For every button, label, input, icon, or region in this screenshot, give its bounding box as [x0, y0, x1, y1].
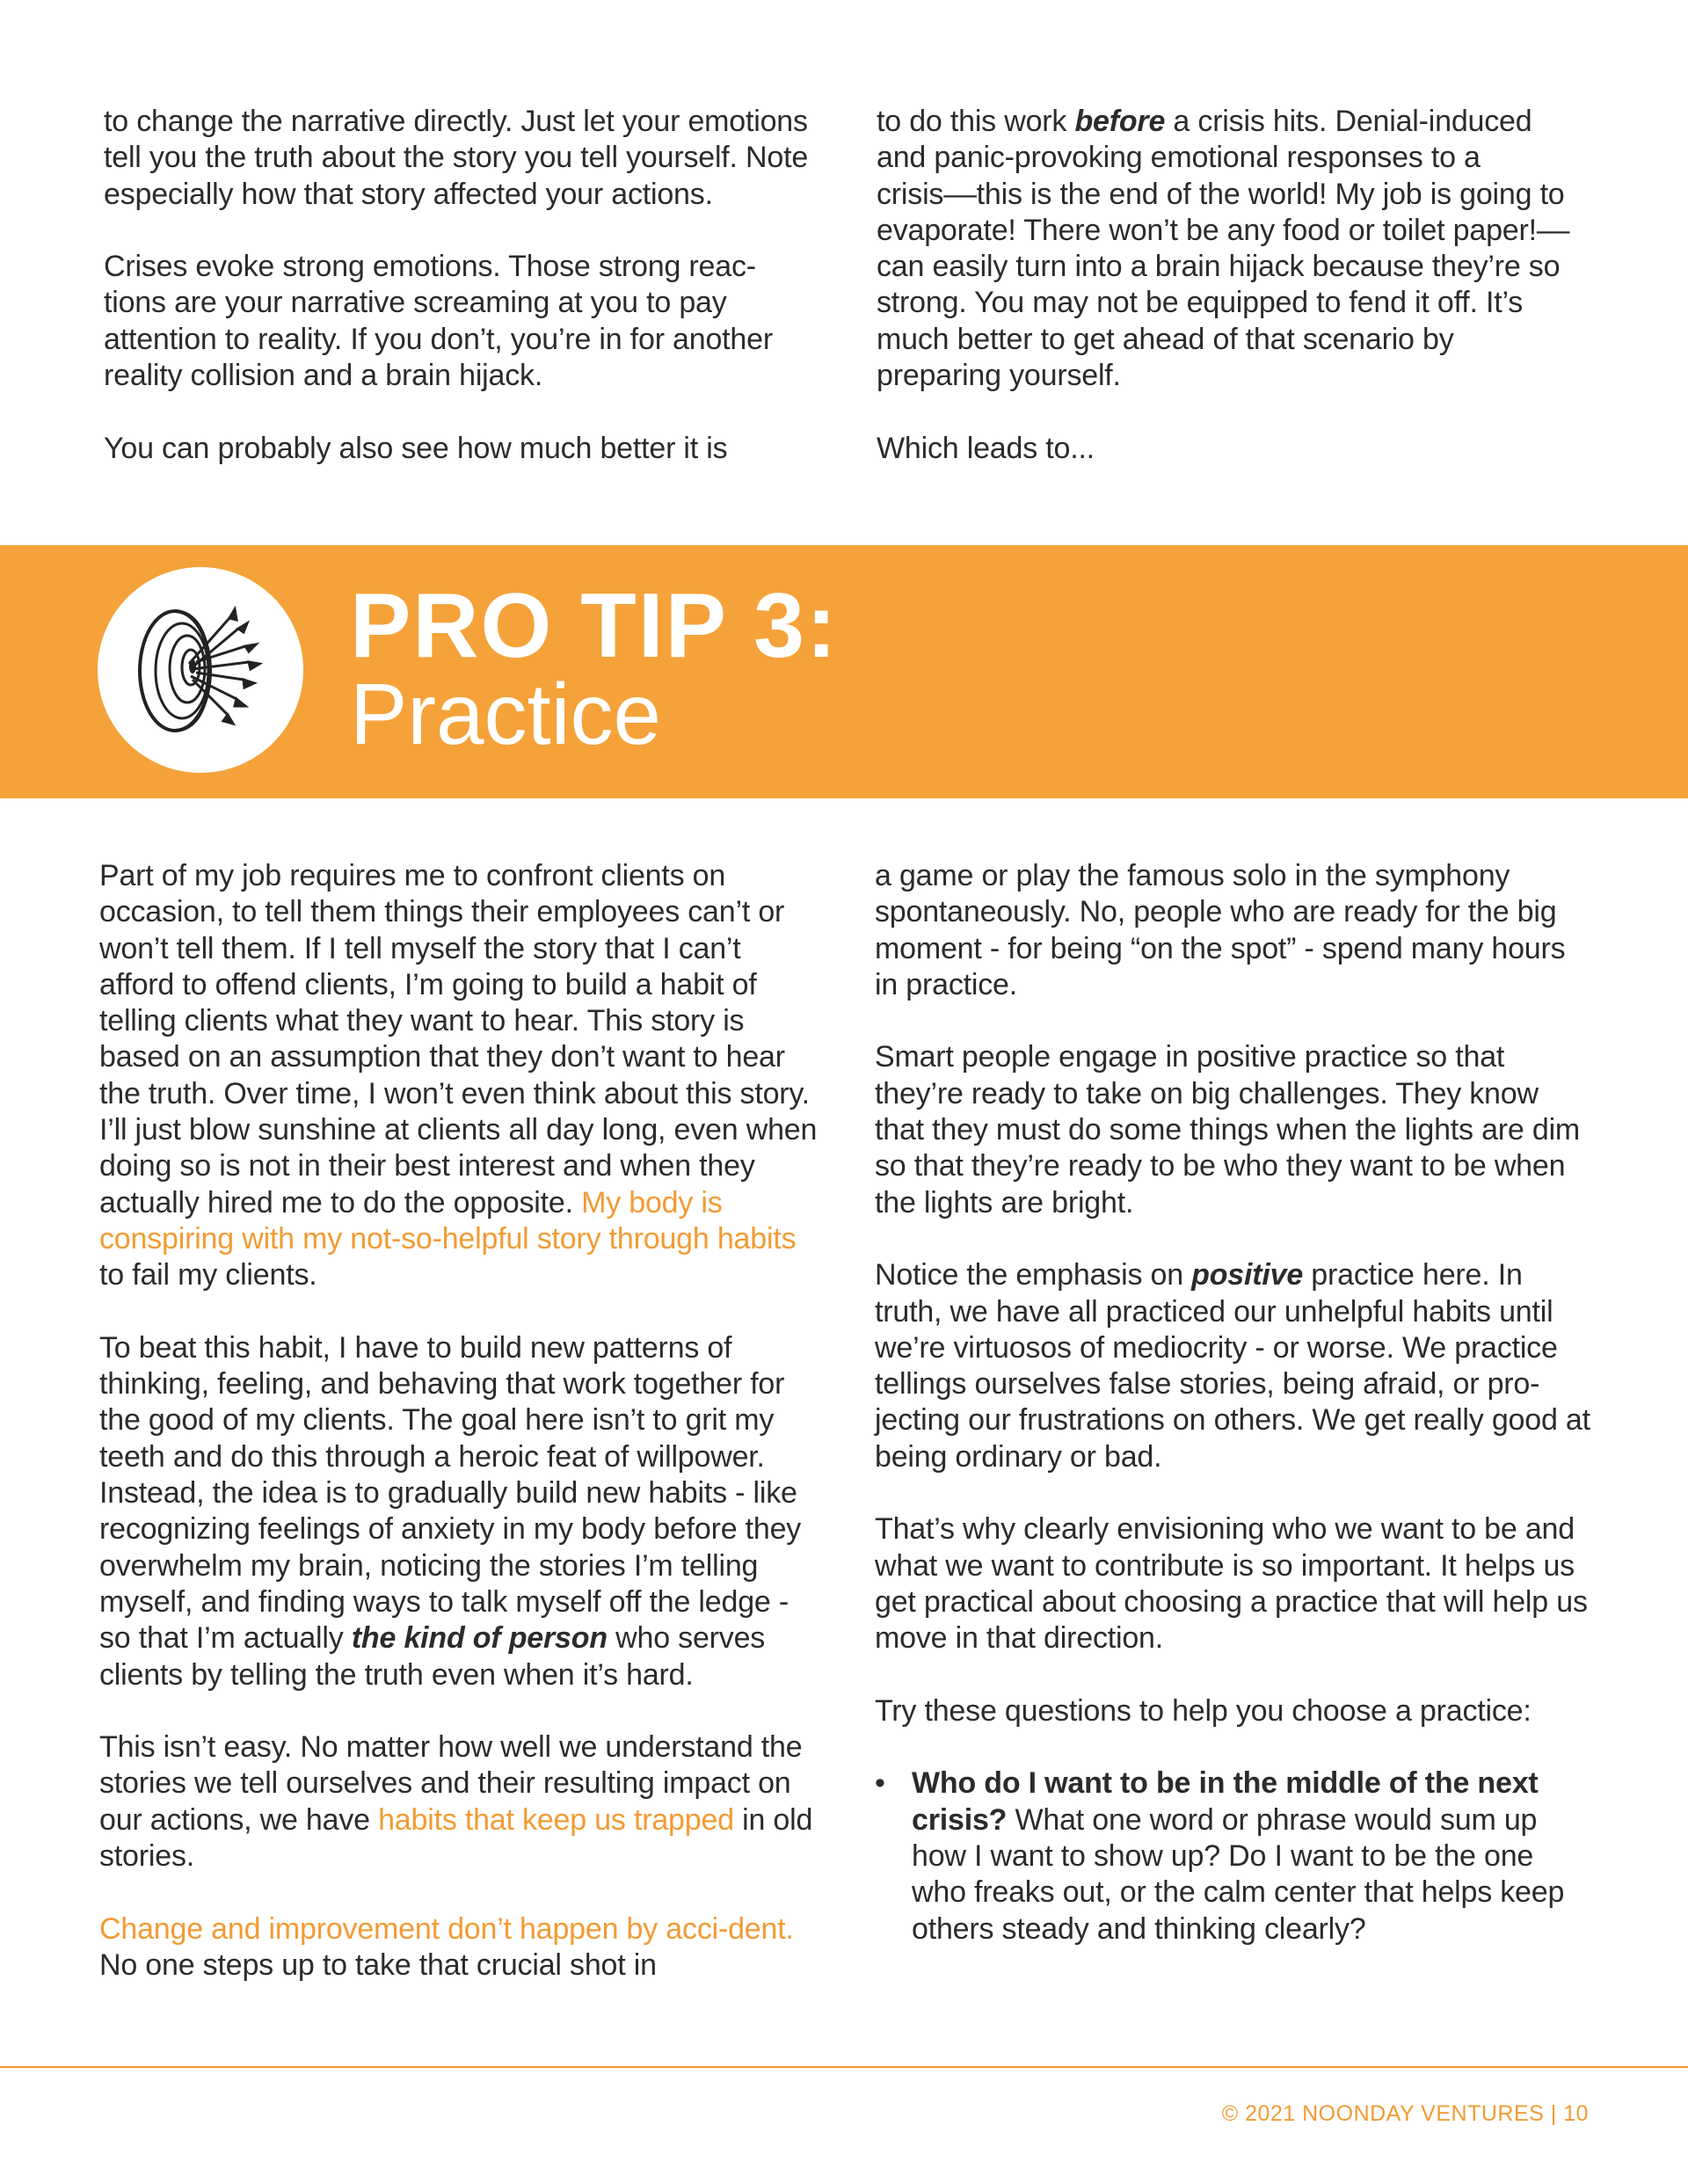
- pro-tip-subtitle: Practice: [350, 666, 662, 762]
- paragraph: to change the narrative directly. Just let your emotions tell you the truth about the story you tell yourself. Note especially how that story affected your actions.: [104, 105, 809, 211]
- paragraph: Which leads to...: [877, 431, 1095, 465]
- paragraph: a game or play the famous solo in the symphony spontaneously. No, people who are ready for the big moment - for being “on the spot” - spend many hours in practice.: [875, 859, 1566, 1001]
- top-right-column: [877, 104, 1580, 467]
- paragraph: Part of my job requires me to confront clients on occasion, to tell them things their employees can’t or won’t tell them. If I tell myself the story that I can’t afford to offend clients, I’m going to build a habit of telling clients what they want to hear. This story is based on an assumption that they don’t want to hear the truth. Over time, I won’t even think about this story. I’ll just blow sunshine at clients all day long, even when doing so is not in their best interest and when they actually hired me to do the opposite. My body is conspiring with my not-so-helpful story through habits to fail my clients.: [99, 859, 818, 1292]
- paragraph: to do this work before a crisis hits. Denial-induced and panic-provoking emotional responses to a crisis––this is the end of the world! My job is going to evaporate! There won’t be any food or toilet paper!–– can easily turn into a brain hijack because they’re so strong. You may not be equipped to fend it off. It’s much better to get ahead of that scenario by preparing yourself.: [877, 105, 1570, 393]
- paragraph: Smart people engage in positive practice so that they’re ready to take on big challenges. They know that they must do some things when the lights are dim so that they’re ready to be who they want to be when the lights are bright.: [875, 1040, 1581, 1219]
- paragraph: To beat this habit, I have to build new patterns of thinking, feeling, and behaving that work together for the good of my clients. The goal here isn’t to grit my teeth and do this through a heroic feat of willpower. Instead, the idea is to gradually build new habits - like recognizing feelings of anxiety in my body before they overwhelm my brain, noticing the stories I’m telling myself, and finding ways to talk myself off the ledge - so that I’m actually the kind of person who serves clients by telling the truth even when it’s hard.: [99, 1330, 802, 1692]
- highlight-text: habits that keep us trapped: [378, 1802, 743, 1837]
- target-with-arrows-icon: [98, 567, 303, 773]
- bullet-question: Who do I want to be in the middle of the next crisis?: [912, 1766, 1539, 1837]
- body-left-column: [99, 858, 820, 1984]
- paragraph: This isn’t easy. No matter how well we understand the stories we tell ourselves and their resulting impact on our actions, we have habits that keep us trapped in old stories.: [99, 1730, 813, 1874]
- paragraph: Try these questions to help you choose a practice:: [875, 1693, 1532, 1728]
- page-footer: © 2021 NOONDAY VENTURES | 10: [1221, 2101, 1589, 2126]
- footer-divider: [0, 2066, 1688, 2068]
- list-item: • Who do I want to be in the middle of the next crisis? What one word or phrase would sum up how I want to show up? Do I want to be the one who freaks out, or the calm center that helps keep others steady and thinking clearly?: [875, 1766, 1565, 1946]
- emphasis: positive: [1191, 1258, 1304, 1292]
- body-right-column: [875, 858, 1591, 1947]
- paragraph: That’s why clearly envisioning who we want to be and what we want to contribute is so important. It helps us get practical about choosing a practice that will help us move in that direction.: [875, 1512, 1588, 1656]
- top-left-column: [104, 104, 816, 467]
- paragraph: Notice the emphasis on positive practice here. In truth, we have all practiced our unhelpful habits until we’re virtuosos of mediocrity - or worse. We practice tellings ourselves false stories, being afraid, or pro-jecting our frustrations on others. We get really good at being ordinary or bad.: [875, 1258, 1590, 1474]
- emphasis: before: [1074, 105, 1166, 138]
- emphasis: the kind of person: [351, 1621, 608, 1656]
- question-list: [875, 1765, 1591, 1947]
- paragraph: You can probably also see how much better it is: [104, 431, 728, 465]
- highlight-text: My body is conspiring with my not-so-helpful story through habits: [99, 1185, 797, 1256]
- bullet-marker: •: [875, 1766, 885, 1801]
- pro-tip-title: PRO TIP 3:: [350, 575, 839, 677]
- paragraph: Crises evoke strong emotions. Those strong reac-tions are your narrative screaming at you to pay attention to reality. If you don’t, you’re in for another reality collision and a brain hijack.: [104, 250, 773, 393]
- highlight-text: Change and improvement don’t happen by acci-dent.: [99, 1911, 794, 1946]
- paragraph: Change and improvement don’t happen by acci-dent. No one steps up to take that crucial shot in: [99, 1911, 794, 1982]
